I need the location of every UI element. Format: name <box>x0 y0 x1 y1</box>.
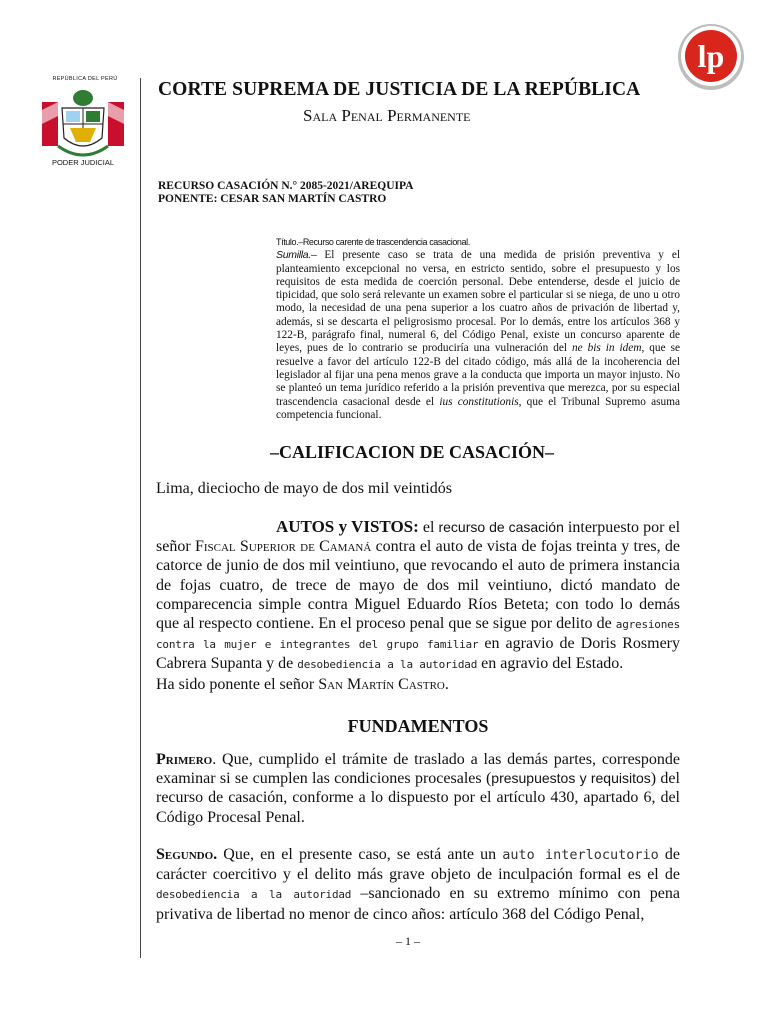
title-label: Título.– <box>276 237 303 247</box>
date-line: Lima, dieciocho de mayo de dos mil veintidós <box>156 480 452 497</box>
fundamentos-heading: FUNDAMENTOS <box>347 716 489 736</box>
ponente-line: PONENTE: CESAR SAN MARTÍN CASTRO <box>158 193 387 205</box>
summary-title <box>276 236 680 249</box>
autos-paragraph: AUTOS y VISTOS: el recurso de casación interpuesto por el señor Fiscal Superior de Camaná contra el auto de vista de fojas treinta y tres, de catorce de junio de dos mil veintiuno, que revocando el auto de primera instancia de fojas cuatro, de trece de mayo de dos mil veintiuno, dictó mandato de comparecencia simple contra Miguel Eduardo Ríos Beteta; con todo lo demás que al respecto contiene. En el proceso penal que se sigue por delito de agresiones contra la mujer e integrantes del grupo familiar en agravio de Doris Rosmery Cabrera Supanta y de desobediencia a la autoridad en agravio del Estado. Ha sido ponente el señor San Martín Castro. <box>156 517 681 693</box>
summary-sumilla: Sumilla.– El presente caso se trata de una medida de prisión preventiva y el planteamiento excepcional no versa, en estricto sentido, sobre el presupuesto y los requisitos de esta medida de coerción personal. Debe entenderse, desde el juicio de tipicidad, que solo será relevante un examen sobre el particular si se niega, de uno u otro modo, la necesidad de una pena superior a los cuatro años de privación de libertad y, además, si se descarta el peligrosismo procesal. Por lo demás, entre los artículos 368 y 122-B, parágrafo final, numeral 6, del Código Penal, existe un concurso aparente de leyes, pues de lo contrario se produciría una vulneración del ne bis in idem, que se resuelve a favor del artículo 122-B del citado código, más allá de la incoherencia del legislador al fijar una pena menos grave a la conducta que importa un mayor injusto. No se planteó un tema jurídico referido a la prisión preventiva que merezca, por su especial trascendencia casacional desde el ius constitutionis, que el Tribunal Supremo asuma competencia funcional. <box>276 249 680 421</box>
seal-caption: PODER JUDICIAL <box>51 158 115 167</box>
case-info <box>158 180 413 206</box>
lp-logo-icon <box>676 22 746 92</box>
sumilla-label: Sumilla.– <box>276 249 317 262</box>
recurso-line: RECURSO CASACIÓN N.° 2085-2021/AREQUIPA <box>158 180 414 192</box>
chamber-title: Sala Penal Permanente <box>303 106 471 125</box>
margin-rule <box>140 78 141 958</box>
page-number: – 1 – <box>396 934 420 948</box>
primero-paragraph: Primero. Que, cumplido el trámite de traslado a las demás partes, corresponde examinar si se cumplen las condiciones procesales (presupuestos y requisitos) del recurso de casación, conforme a lo dispuesto por el artículo 430, apartado 6, del Código Procesal Penal. <box>156 751 680 826</box>
coat-of-arms-icon <box>38 76 128 171</box>
lp-logo-text: lp <box>697 38 725 74</box>
court-title: CORTE SUPREMA DE JUSTICIA DE LA REPÚBLICA <box>158 79 641 100</box>
title-text: Recurso carente de trascendencia casacional. <box>302 237 470 247</box>
calificacion-heading: –CALIFICACION DE CASACIÓN– <box>270 442 555 462</box>
summary-block <box>276 236 680 422</box>
seal-arc-text: REPÚBLICA DEL PERÚ <box>52 76 118 82</box>
segundo-paragraph: Segundo. Que, en el presente caso, se está ante un auto interlocutorio de carácter coercitivo y el delito más grave objeto de inculpación formal es el de desobediencia a la autoridad –sancionado en su extremo mínimo con pena privativa de libertad no menor de cinco años: artículo 368 del Código Penal, <box>156 846 681 923</box>
autos-label: AUTOS y VISTOS: <box>276 517 419 536</box>
